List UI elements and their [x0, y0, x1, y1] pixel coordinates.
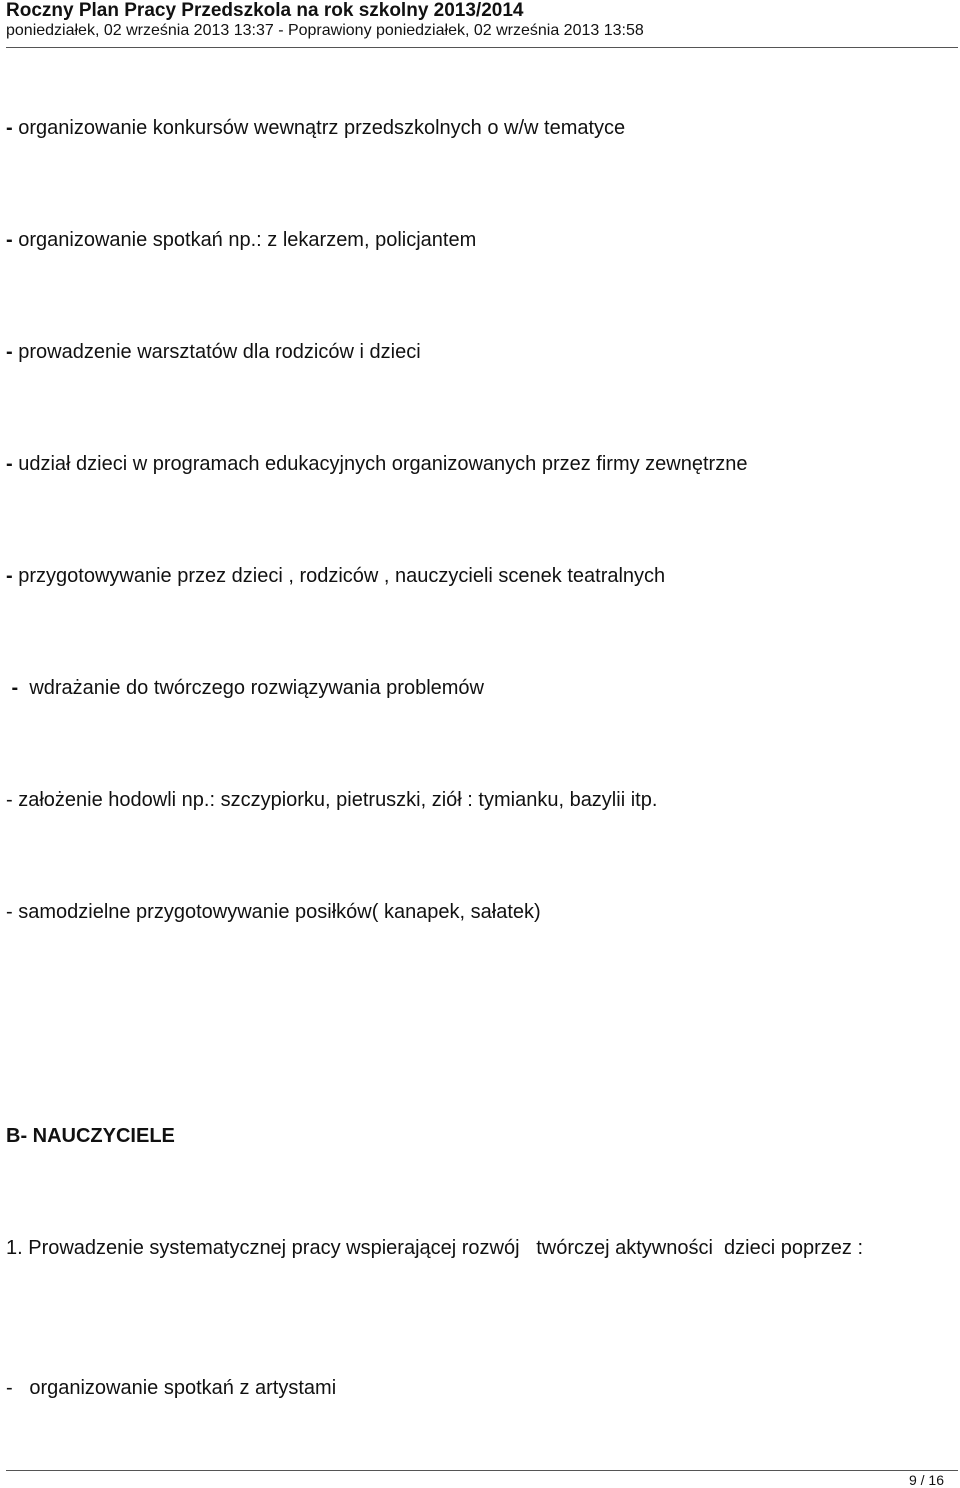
list-item — [6, 900, 541, 924]
list-item-text: - założenie hodowli np.: szczypiorku, pietruszki, ziół : tymianku, bazylii itp. — [6, 789, 658, 811]
sub-item: - organizowanie spotkań z artystami — [6, 1377, 337, 1399]
list-item — [6, 676, 484, 700]
document-title: Roczny Plan Pracy Przedszkola na rok szkolny 2013/2014 — [6, 0, 524, 21]
document-dates: poniedziałek, 02 września 2013 13:37 - Poprawiony poniedziałek, 02 września 2013 13:58 — [6, 22, 644, 39]
list-item — [6, 788, 657, 812]
list-item-text: organizowanie konkursów wewnątrz przedszkolnych o w/w tematyce — [12, 117, 626, 139]
list-dash: - — [6, 229, 13, 251]
list-item-text: przygotowywanie przez dzieci , rodziców , nauczycieli scenek teatralnych — [12, 565, 666, 587]
footer-divider — [6, 1470, 958, 1471]
list-item-text: wdrażanie do twórczego rozwiązywania problemów — [18, 677, 484, 699]
header-divider — [6, 47, 958, 48]
list-item-text: organizowanie spotkań np.: z lekarzem, policjantem — [12, 229, 477, 251]
list-item-text: udział dzieci w programach edukacyjnych organizowanych przez firmy zewnętrzne — [12, 453, 748, 475]
list-dash: - — [6, 677, 19, 699]
list-item — [6, 116, 625, 140]
list-dash: - — [6, 453, 13, 475]
section-heading: B- NAUCZYCIELE — [6, 1125, 175, 1147]
list-item — [6, 228, 476, 252]
list-dash: - — [6, 341, 13, 363]
list-item-text: prowadzenie warsztatów dla rodziców i dzieci — [12, 341, 421, 363]
page-number: 9 / 16 — [908, 1472, 944, 1488]
list-item-text: - samodzielne przygotowywanie posiłków( kanapek, sałatek) — [6, 901, 541, 923]
list-item — [6, 452, 747, 476]
list-dash: - — [6, 565, 13, 587]
numbered-point: 1. Prowadzenie systematycznej pracy wspierającej rozwój twórczej aktywności dzieci poprzez : — [6, 1237, 864, 1259]
list-item — [6, 564, 665, 588]
list-dash: - — [6, 117, 13, 139]
list-item — [6, 340, 421, 364]
